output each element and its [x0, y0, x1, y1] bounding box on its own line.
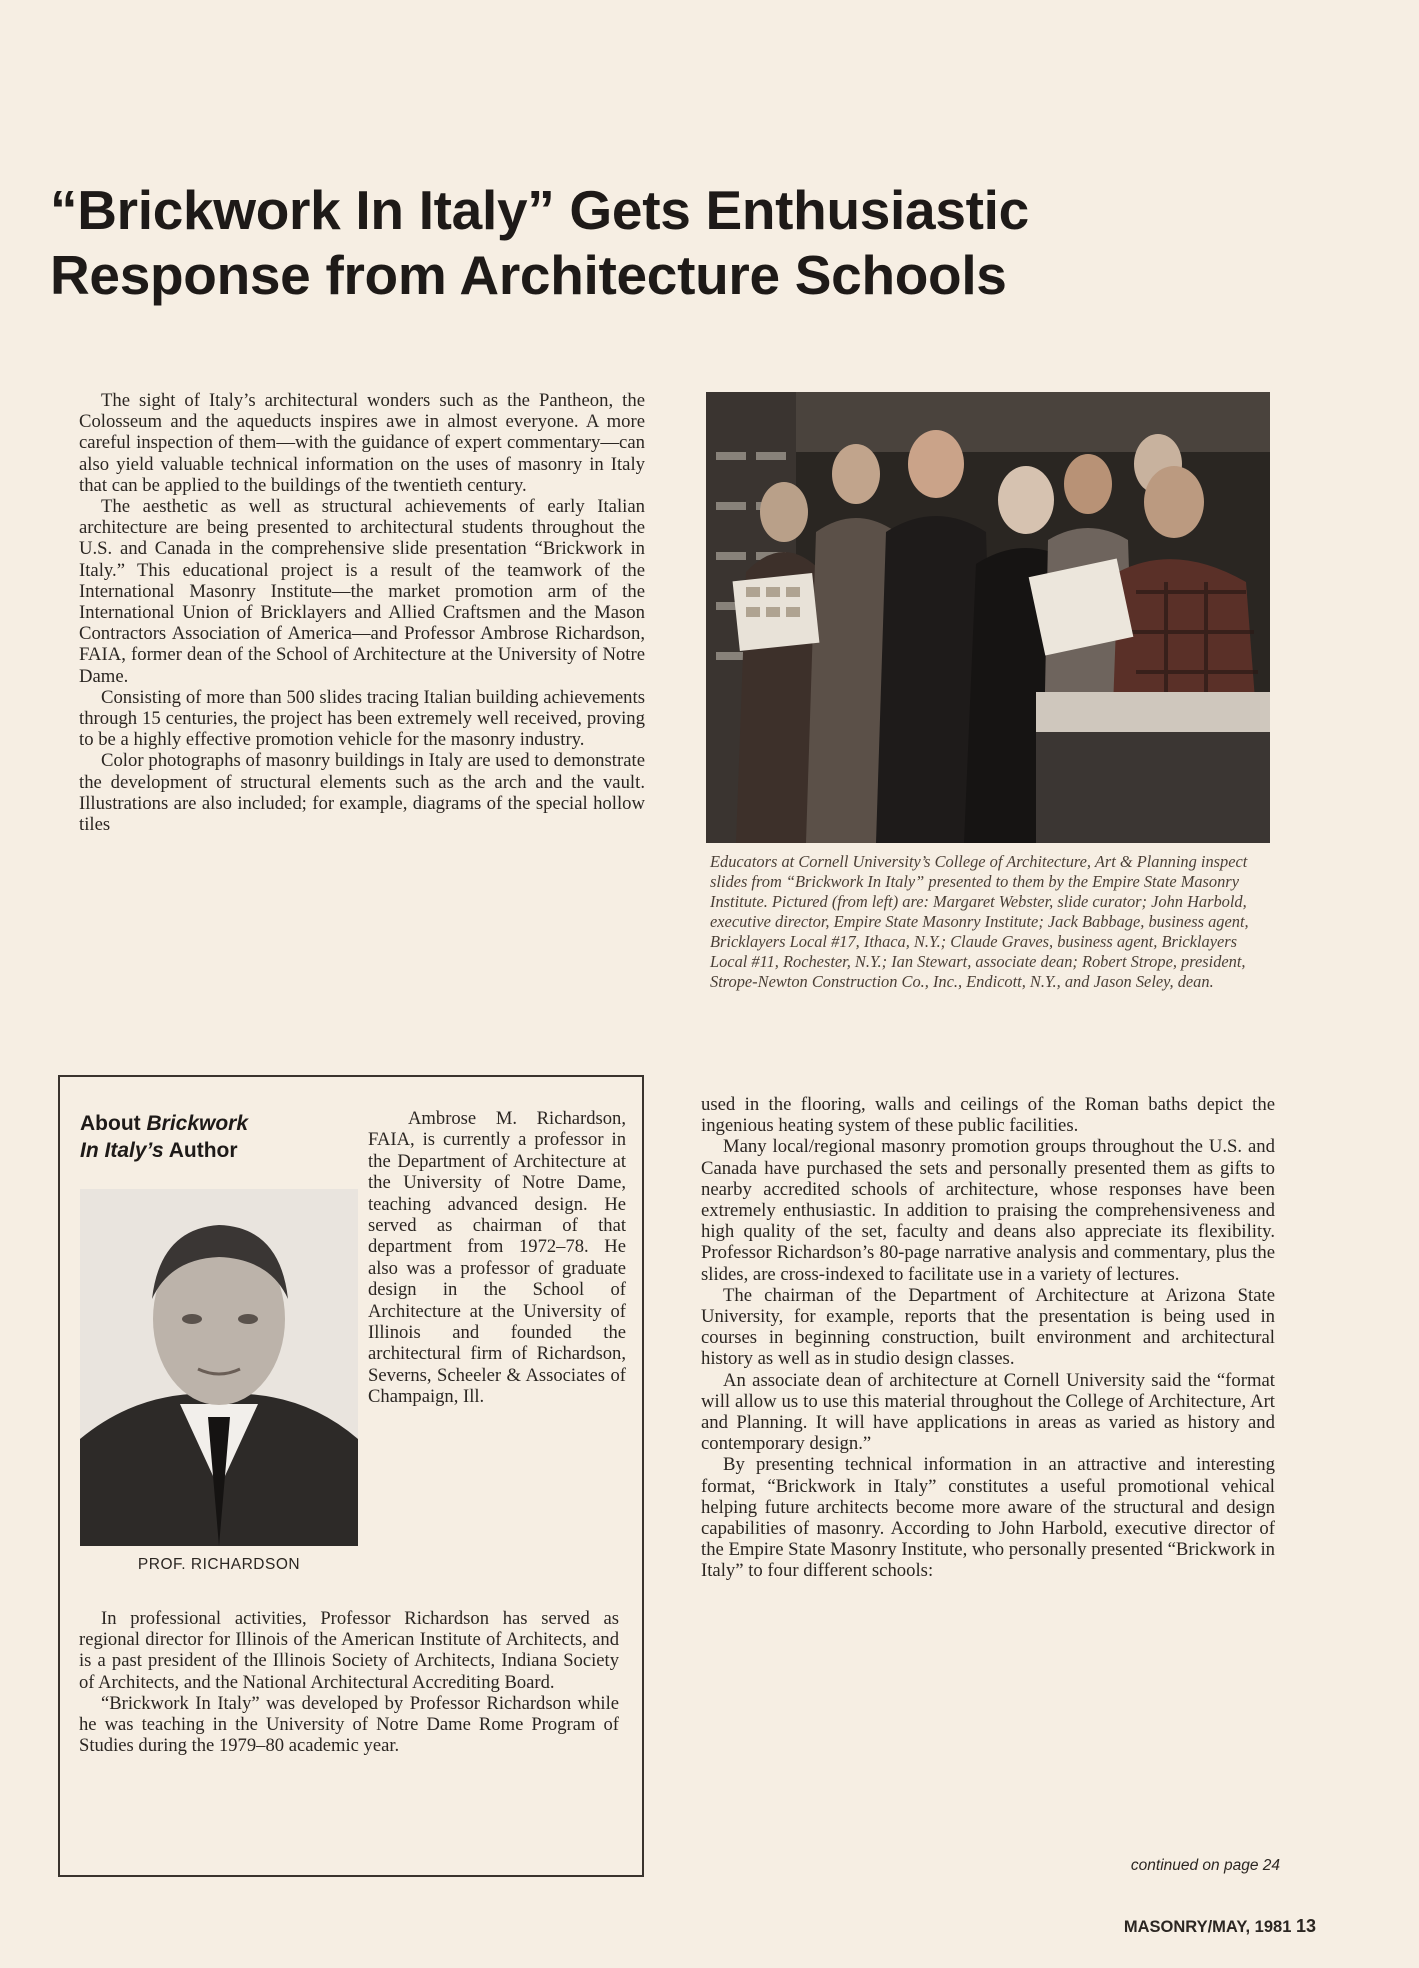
title-line-2: Response from Architecture Schools — [50, 243, 1007, 306]
page-number: 13 — [1295, 1916, 1316, 1936]
continued-note: continued on page 24 — [1130, 1857, 1280, 1874]
left-column — [79, 390, 645, 835]
sidebar-heading-italic: Brickwork — [146, 1112, 249, 1135]
author-portrait — [80, 1189, 358, 1546]
sidebar-heading — [80, 1110, 340, 1164]
photo-caption: Educators at Cornell University’s College of Architecture, Art & Planning inspect slides from “Brickwork In Italy” presented to them by the Empire State Masonry Institute. Pictured (from left) are: Margaret Webster, slide curator; John Harbold, executive director, Empire State Masonry Institute; Jack Babbage, business agent, Bricklayers Local #17, Ithaca, N.Y.; Claude Graves, business agent, Bricklayers Local #11, Rochester, N.Y.; Ian Stewart, associate dean; Robert Strope, president, Strope-Newton Construction Co., Inc., Endicott, N.Y., and Jason Seley, dean. — [710, 852, 1249, 991]
sidebar-heading-part: Author — [163, 1139, 238, 1162]
body-paragraph: The sight of Italy’s architectural wonders such as the Pantheon, the Colosseum and the aqueducts inspires awe in almost everyone. A more careful inspection of them—with the guidance of expert commentary—can also yield valuable technical information on the uses of masonry in Italy that can be applied to the buildings of the twentieth century. — [79, 390, 645, 496]
body-paragraph: By presenting technical information in an attractive and interesting format, “Brickwork in Italy” constitutes a useful promotional vehical helping future architects become more aware of the structural and design capabilities of masonry. According to John Harbold, executive director of the Empire State Masonry Institute, who personally presented “Brickwork in Italy” to four different schools: — [701, 1454, 1275, 1582]
group-photo — [706, 392, 1270, 843]
sidebar-bio-narrow — [368, 1108, 626, 1408]
body-paragraph: Consisting of more than 500 slides tracing Italian building achievements through 15 centuries, the project has been extremely well received, proving to be a highly effective promotion vehicle for the masonry industry. — [79, 686, 645, 751]
page-folio — [1000, 1916, 1316, 1937]
body-paragraph: An associate dean of architecture at Cornell University said the “format will allow us to use this material throughout the College of Architecture, Art and Planning. It will have applications in areas as varied as history and contemporary design.” — [701, 1369, 1275, 1455]
body-paragraph: used in the flooring, walls and ceilings of the Roman baths depict the ingenious heating system of these public facilities. — [701, 1094, 1275, 1137]
sidebar-paragraph: “Brickwork In Italy” was developed by Professor Richardson while he was teaching in the University of Notre Dame Rome Program of Studies during the 1979–80 academic year. — [79, 1692, 619, 1757]
sidebar-heading-italic: In Italy’s — [80, 1139, 164, 1162]
sidebar-heading-part: About — [80, 1112, 147, 1135]
sidebar-paragraph: In professional activities, Professor Richardson has served as regional director for Illinois of the American Institute of Architects, and is a past president of the Illinois Society of Architects, Indiana Society of Architects, and the National Architectural Accrediting Board. — [79, 1608, 619, 1693]
right-column — [701, 1094, 1275, 1582]
body-paragraph: The chairman of the Department of Architecture at Arizona State University, for example, reports that the presentation is being used in courses in beginning construction, built environment and architectural history as well as in studio design classes. — [701, 1284, 1275, 1370]
sidebar-paragraph: Ambrose M. Richardson, FAIA, is currently a professor in the Department of Architecture at the University of Notre Dame, teaching advanced design. He served as chairman of that department from 1972–78. He also was a professor of graduate design in the School of Architecture at the University of Illinois and founded the architectural firm of Richardson, Severns, Scheeler & Associates of Champaign, Ill. — [368, 1108, 626, 1408]
magazine-issue: MASONRY/MAY, 1981 — [1123, 1918, 1292, 1936]
body-paragraph: Color photographs of masonry buildings in Italy are used to demonstrate the development of structural elements such as the arch and the vault. Illustrations are also included; for example, diagrams of the special hollow tiles — [79, 750, 645, 836]
title-line-1: “Brickwork In Italy” Gets Enthusiastic — [50, 179, 1029, 241]
article-title — [50, 178, 1380, 308]
body-paragraph: The aesthetic as well as structural achievements of early Italian architecture are being presented to architectural students throughout the U.S. and Canada in the comprehensive slide presentation “Brickwork in Italy.” This educational project is a result of the teamwork of the International Masonry Institute—the market promotion arm of the International Union of Bricklayers and Allied Craftsmen and the Mason Contractors Association of America—and Professor Ambrose Richardson, FAIA, former dean of the School of Architecture at the University of Notre Dame. — [79, 496, 645, 687]
sidebar-bio-wide — [79, 1608, 619, 1756]
body-paragraph: Many local/regional masonry promotion groups throughout the U.S. and Canada have purchased the sets and personally presented them as gifts to nearby accredited schools of architecture, whose responses have been extremely enthusiastic. In addition to praising the comprehensiveness and high quality of the set, faculty and deans also appreciate its flexibility. Professor Richardson’s 80-page narrative analysis and commentary, plus the slides, are cross-indexed to facilitate use in a variety of lectures. — [701, 1136, 1275, 1285]
portrait-caption: PROF. RICHARDSON — [137, 1556, 301, 1573]
